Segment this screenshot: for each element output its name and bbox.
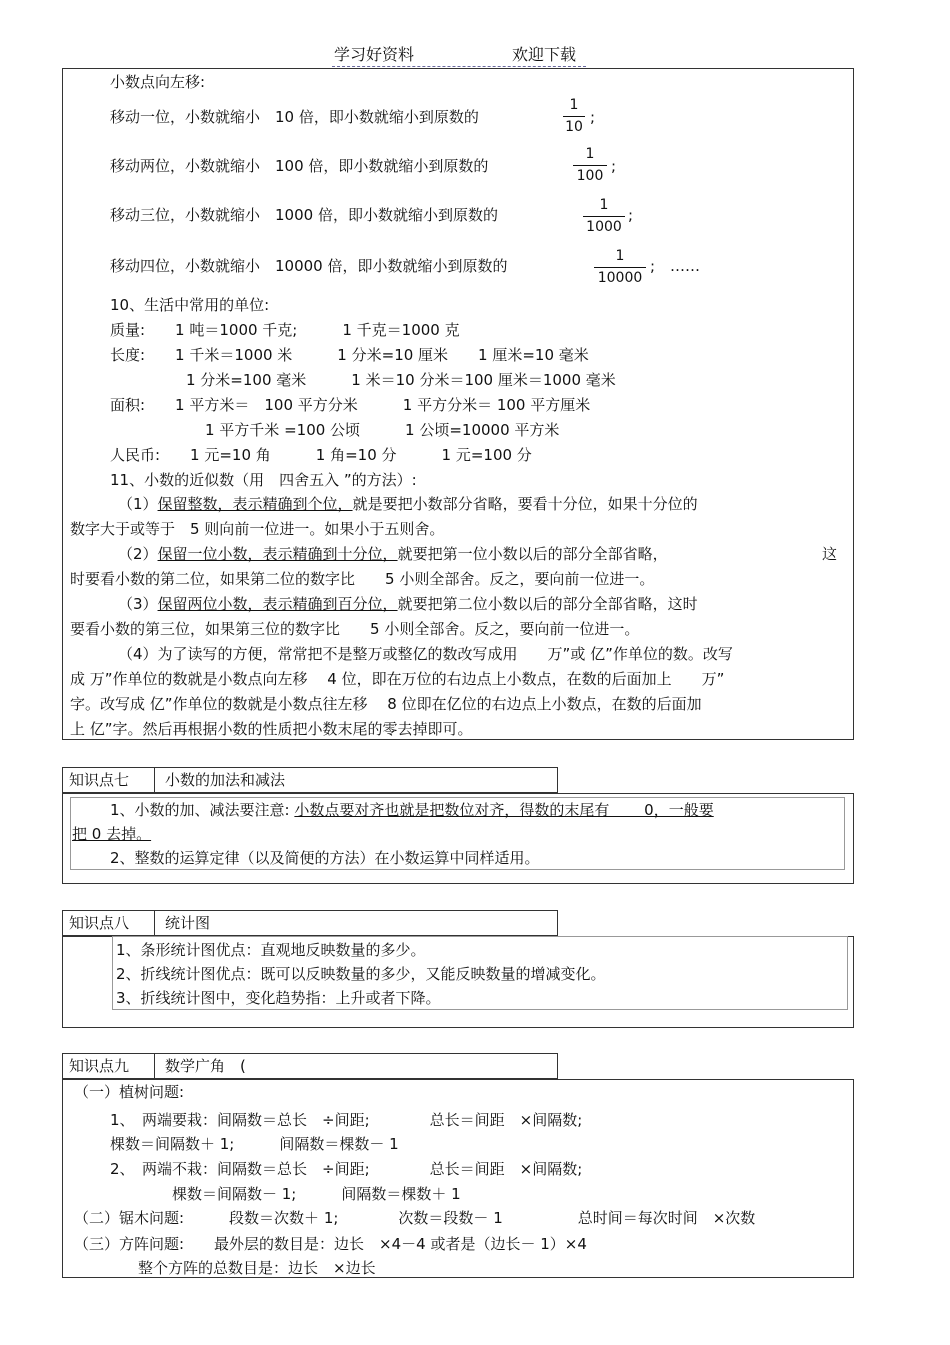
- knowledge-8-tab: [62, 910, 558, 936]
- paragraph-2-line-2: 时要看小数的第二位，如果第二位的数字比 5 小则全部舍。反之，要向前一位进一。: [70, 570, 655, 588]
- k7-line-2: 把 0 去掉。: [72, 825, 152, 843]
- text-line: 人民币: 1 元=10 角 1 角=10 分 1 元=100 分: [110, 446, 532, 464]
- k8-item: 1、条形统计图优点：直观地反映数量的多少。: [116, 941, 426, 959]
- paragraph-4-line: 上 亿”字。然后再根据小数的性质把小数末尾的零去掉即可。: [70, 720, 473, 738]
- fraction-suffix: ;: [590, 108, 596, 126]
- fraction-numerator: 1: [585, 146, 595, 162]
- fraction-denominator: 10: [565, 119, 583, 135]
- k9-line: 棵数＝间隔数＋ 1; 间隔数＝棵数－ 1: [110, 1135, 399, 1153]
- knowledge-title: 数学广角 (: [165, 1057, 246, 1075]
- fraction-numerator: 1: [599, 197, 609, 213]
- paragraph-4-line: 字。改写成 亿”作单位的数就是小数点往左移 8 位即在亿位的右边点上小数点，在数的后面加: [70, 695, 702, 713]
- fraction-numerator: 1: [569, 97, 579, 113]
- text-line: 面积: 1 平方米＝ 100 平方分米 1 平方分米＝ 100 平方厘米: [110, 396, 591, 414]
- paragraph-4-line: 成 万”作单位的数就是小数点向左移 4 位，即在万位的右边点上小数点，在数的后面加上 万”: [70, 670, 725, 688]
- k9-line: 整个方阵的总数目是：边长 ×边长: [138, 1259, 376, 1277]
- fraction-bar: [563, 116, 585, 117]
- fraction: [583, 197, 625, 236]
- k9-line: （一）植树问题:: [74, 1083, 185, 1101]
- k9-line: （二）锯木问题: 段数＝次数＋ 1; 次数＝段数－ 1 总时间＝每次时间 ×次数: [74, 1209, 756, 1227]
- header-left: 学习好资料: [334, 45, 415, 64]
- k7-line-1: [110, 800, 714, 820]
- header-right: 欢迎下载: [512, 45, 577, 64]
- fraction-suffix: ; ……: [650, 257, 701, 275]
- paragraph-text: 就是要把小数部分省略，要看十分位，如果十分位的: [352, 495, 698, 513]
- paragraph-1-line-2: 数字大于或等于 5 则向前一位进一。如果小于五则舍。: [70, 520, 445, 538]
- underlined-text: 保留整数，表示精确到个位，: [157, 495, 353, 513]
- paragraph-2: [118, 544, 668, 564]
- knowledge-7-tab: [62, 767, 558, 793]
- text-line: 移动四位，小数就缩小 10000 倍，即小数就缩小到原数的: [110, 257, 508, 275]
- fraction-bar: [583, 216, 625, 217]
- underlined-text: 保留两位小数，表示精确到百分位，: [157, 595, 398, 613]
- paragraph-prefix: （2）: [118, 545, 158, 563]
- fraction-denominator: 1000: [586, 219, 622, 235]
- text-line: 1 分米=100 毫米 1 米＝10 分米＝100 厘米＝1000 毫米: [186, 371, 616, 389]
- knowledge-label: 知识点七: [63, 768, 155, 792]
- knowledge-9-tab: [62, 1053, 558, 1079]
- paragraph-text: 就要把第一位小数以后的部分全部省略，: [397, 545, 668, 563]
- text-line: 移动两位，小数就缩小 100 倍，即小数就缩小到原数的: [110, 157, 489, 175]
- paragraph-1: [118, 494, 698, 514]
- underlined-text: 保留一位小数，表示精确到十分位，: [157, 545, 398, 563]
- fraction-denominator: 10000: [597, 270, 643, 286]
- text-line: 移动一位，小数就缩小 10 倍，即小数就缩小到原数的: [110, 108, 479, 126]
- k7-line-1-text: 1、小数的加、减法要注意:: [110, 801, 295, 819]
- knowledge-title: 统计图: [165, 914, 211, 932]
- text-line: 移动三位，小数就缩小 1000 倍，即小数就缩小到原数的: [110, 206, 498, 224]
- k9-line: （三）方阵问题: 最外层的数目是：边长 ×4－4 或者是（边长－ 1）×4: [74, 1235, 587, 1253]
- underlined-text: 小数点要对齐也就是把数位对齐，得数的末尾有 0，一般要: [294, 801, 714, 819]
- paragraph-prefix: （1）: [118, 495, 158, 513]
- knowledge-title: 小数的加法和减法: [165, 771, 286, 789]
- k9-line: 棵数＝间隔数－ 1; 间隔数＝棵数＋ 1: [172, 1185, 461, 1203]
- paragraph-text: 就要把第二位小数以后的部分全部省略，这时: [397, 595, 698, 613]
- paragraph-3-line-2: 要看小数的第三位，如果第三位的数字比 5 小则全部舍。反之，要向前一位进一。: [70, 620, 640, 638]
- k8-item: 3、折线统计图中，变化趋势指：上升或者下降。: [116, 989, 441, 1007]
- fraction-bar: [573, 165, 607, 166]
- text-line: 10、生活中常用的单位:: [110, 296, 270, 314]
- knowledge-label: 知识点九: [63, 1054, 155, 1078]
- fraction: [563, 97, 585, 136]
- k8-item: 2、折线统计图优点：既可以反映数量的多少，又能反映数量的增减变化。: [116, 965, 606, 983]
- k7-line-3: 2、整数的运算定律（以及简便的方法）在小数运算中同样适用。: [110, 849, 540, 867]
- fraction-numerator: 1: [615, 248, 625, 264]
- fraction-bar: [594, 267, 646, 268]
- k9-line: 2、 两端不栽：间隔数＝总长 ÷间距; 总长＝间距 ×间隔数;: [110, 1160, 583, 1178]
- fraction: [573, 146, 607, 185]
- k9-line: 1、 两端要栽：间隔数＝总长 ÷间距; 总长＝间距 ×间隔数;: [110, 1111, 583, 1129]
- page-header: [332, 42, 586, 67]
- paragraph-4-line: （4）为了读写的方便，常常把不是整万或整亿的数改写成用 万”或 亿”作单位的数。改写: [118, 645, 733, 663]
- fraction-denominator: 100: [576, 168, 604, 184]
- text-line: 质量: 1 吨＝1000 千克; 1 千克＝1000 克: [110, 321, 460, 339]
- text-line: 1 平方千米 =100 公顷 1 公顷=10000 平方米: [205, 421, 560, 439]
- text-line: 长度: 1 千米＝1000 米 1 分米=10 厘米 1 厘米=10 毫米: [110, 346, 589, 364]
- fraction-suffix: ;: [611, 157, 617, 175]
- paragraph-3: [118, 594, 698, 614]
- fraction-suffix: ;: [628, 206, 634, 224]
- paragraph-2-tail: 这: [822, 545, 838, 563]
- paragraph-prefix: （3）: [118, 595, 158, 613]
- text-line: 11、小数的近似数（用 四舍五入 ”的方法）:: [110, 471, 417, 489]
- knowledge-label: 知识点八: [63, 911, 155, 935]
- text-line: 小数点向左移:: [110, 73, 206, 91]
- fraction: [594, 248, 646, 287]
